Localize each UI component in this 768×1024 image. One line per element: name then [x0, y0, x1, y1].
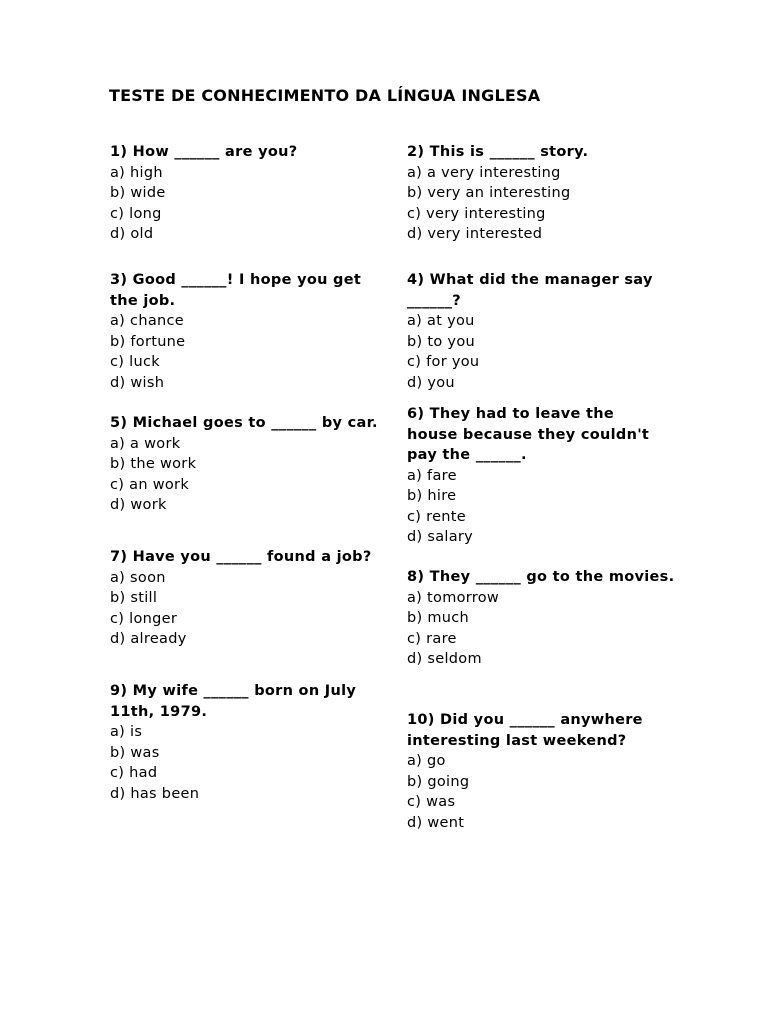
option-c: c) an work	[110, 476, 190, 493]
option-a: a) at you	[407, 313, 475, 329]
option-d: d) very interested	[407, 226, 543, 242]
option-c: c) long	[110, 205, 162, 222]
option-b: b) was	[110, 744, 160, 761]
option-d: d) seldom	[407, 651, 482, 667]
option-a: a) soon	[110, 569, 166, 586]
option-a: a) go	[407, 753, 446, 769]
option-b: b) to you	[407, 333, 475, 350]
question-stem: 3) Good ______! I hope you get the job.	[110, 272, 362, 309]
option-a: a) chance	[110, 313, 184, 329]
question-10	[407, 710, 669, 833]
option-a: a) a work	[110, 435, 181, 452]
option-d: d) you	[407, 374, 455, 391]
question-stem: 7) Have you ______ found a job?	[110, 549, 372, 565]
option-b: b) still	[110, 590, 158, 606]
question-stem: 9) My wife ______ born on July 11th, 1979.	[110, 683, 357, 720]
option-b: b) wide	[110, 185, 166, 201]
question-4	[407, 270, 677, 393]
option-c: c) for you	[407, 354, 480, 370]
option-b: b) the work	[110, 456, 197, 472]
option-d: d) has been	[110, 785, 200, 802]
question-stem: 2) This is ______ story.	[407, 144, 589, 160]
question-stem: 4) What did the manager say ______?	[407, 272, 653, 309]
option-b: b) going	[407, 773, 470, 790]
page-title: TESTE DE CONHECIMENTO DA LÍNGUA INGLESA	[109, 86, 541, 105]
option-d: d) work	[110, 497, 167, 513]
option-d: d) already	[110, 631, 187, 647]
option-c: c) rare	[407, 630, 457, 647]
question-7	[110, 547, 380, 650]
option-c: c) very interesting	[407, 205, 546, 222]
option-a: a) a very interesting	[407, 164, 561, 181]
option-b: b) very an interesting	[407, 185, 571, 201]
question-2	[407, 142, 677, 245]
question-6	[407, 404, 669, 548]
option-c: c) was	[407, 794, 456, 810]
question-8	[407, 567, 677, 670]
option-a: a) is	[110, 724, 143, 740]
option-c: c) longer	[110, 610, 178, 627]
option-b: b) fortune	[110, 333, 186, 350]
question-stem: 5) Michael goes to ______ by car.	[110, 415, 378, 431]
option-a: a) fare	[407, 467, 457, 484]
option-d: d) old	[110, 226, 154, 242]
question-stem: 6) They had to leave the house because they couldn't pay the ______.	[407, 406, 650, 463]
option-c: c) rente	[407, 508, 466, 525]
option-d: d) salary	[407, 529, 474, 545]
option-c: c) had	[110, 765, 158, 781]
option-b: b) much	[407, 610, 470, 626]
option-c: c) luck	[110, 354, 160, 370]
question-5	[110, 413, 380, 516]
question-stem: 8) They ______ go to the movies.	[407, 569, 675, 585]
question-9	[110, 681, 380, 804]
question-stem: 10) Did you ______ anywhere interesting last weekend?	[407, 712, 643, 749]
option-a: a) high	[110, 164, 163, 181]
option-b: b) hire	[407, 488, 457, 504]
question-3	[110, 270, 380, 393]
question-stem: 1) How ______ are you?	[110, 144, 298, 160]
option-d: d) wish	[110, 374, 165, 391]
question-1	[110, 142, 380, 245]
option-d: d) went	[407, 814, 465, 831]
option-a: a) tomorrow	[407, 589, 500, 606]
